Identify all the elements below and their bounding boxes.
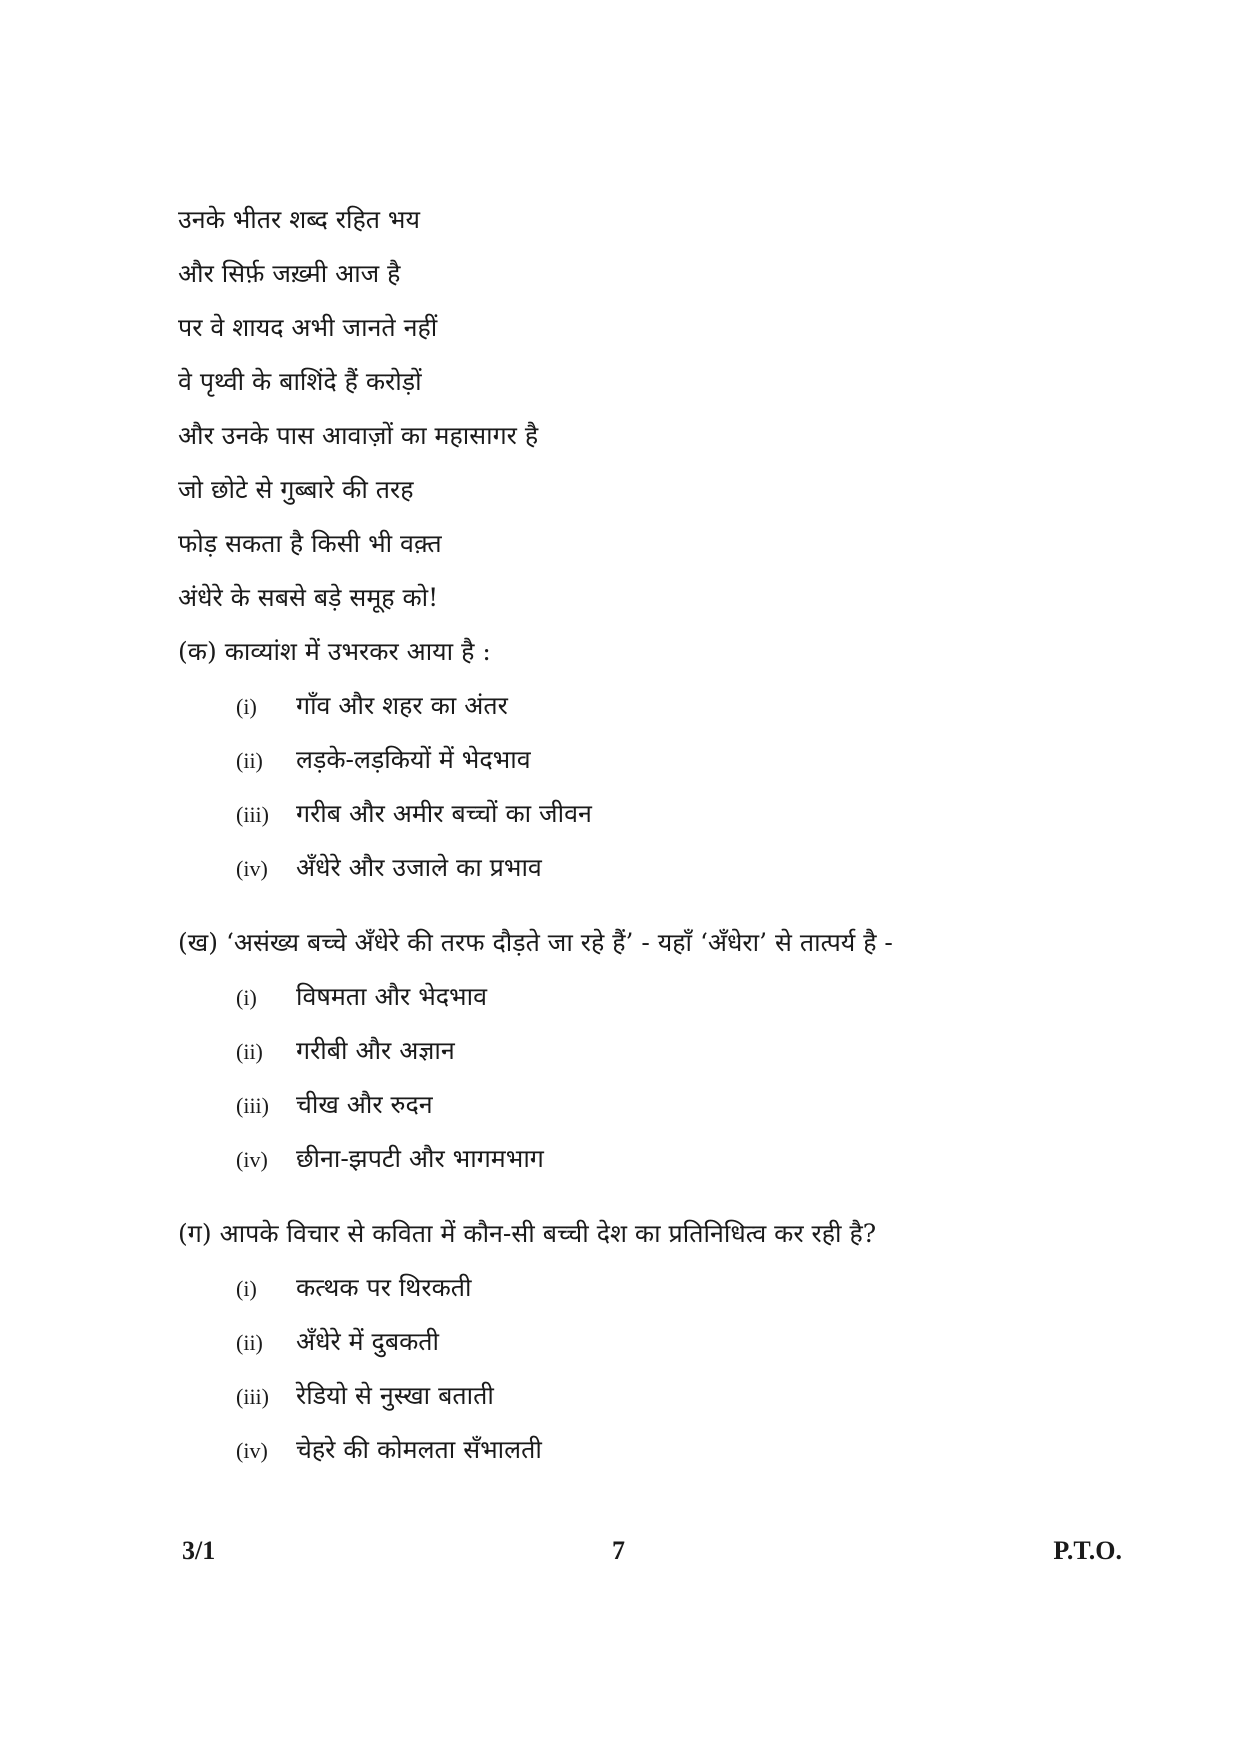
option-text: गाँव और शहर का अंतर (296, 691, 508, 720)
option-item (236, 743, 531, 778)
poem-line: अंधेरे के सबसे बड़े समूह को! (178, 583, 439, 612)
option-text: गरीब और अमीर बच्चों का जीवन (296, 799, 592, 828)
option-number: (iii) (236, 1093, 269, 1118)
paper-code: 3/1 (182, 1536, 216, 1565)
option-item (236, 1379, 494, 1414)
page-number: 7 (612, 1536, 625, 1565)
poem-line: और सिर्फ़ जख़्मी आज है (178, 259, 401, 288)
option-item (236, 797, 592, 832)
option-text: अँधेरे में दुबकती (296, 1327, 440, 1356)
option-item (236, 1271, 472, 1306)
option-text: गरीबी और अज्ञान (296, 1036, 455, 1065)
option-item (236, 980, 487, 1015)
option-text: रेडियो से नुस्खा बताती (296, 1381, 494, 1410)
option-text: कत्थक पर थिरकती (296, 1273, 472, 1302)
option-item (236, 1142, 544, 1177)
question-text: काव्यांश में उभरकर आया है : (224, 637, 491, 666)
question-text: ‘असंख्य बच्चे अँधेरे की तरफ दौड़ते जा रहे हैं’ - यहाँ ‘अँधेरा’ से तात्पर्य है - (225, 928, 893, 957)
option-item (236, 1034, 455, 1069)
option-number: (ii) (236, 748, 263, 773)
option-item (236, 1433, 542, 1468)
option-text: छीना-झपटी और भागमभाग (296, 1144, 544, 1173)
poem-line: वे पृथ्वी के बाशिंदे हैं करोड़ों (178, 367, 422, 396)
poem-line: उनके भीतर शब्द रहित भय (178, 205, 420, 234)
option-text: अँधेरे और उजाले का प्रभाव (296, 853, 542, 882)
option-number: (iv) (236, 856, 268, 881)
question-label: (क) (178, 637, 217, 666)
question-kha (178, 926, 893, 960)
poem-line: पर वे शायद अभी जानते नहीं (178, 313, 438, 342)
option-item (236, 851, 542, 886)
option-item (236, 1325, 439, 1360)
option-item (236, 1088, 433, 1123)
option-number: (iii) (236, 1384, 269, 1409)
question-ga (178, 1217, 876, 1251)
option-number: (i) (236, 985, 257, 1010)
option-text: लड़के-लड़कियों में भेदभाव (296, 745, 531, 774)
option-item (236, 689, 508, 724)
option-number: (iv) (236, 1147, 268, 1172)
poem-line: और उनके पास आवाज़ों का महासागर है (178, 421, 539, 450)
poem-line: फोड़ सकता है किसी भी वक़्त (178, 529, 442, 558)
option-text: विषमता और भेदभाव (296, 982, 487, 1011)
question-ka (178, 635, 491, 669)
option-number: (ii) (236, 1039, 263, 1064)
poem-line: जो छोटे से गुब्बारे की तरह (178, 475, 414, 504)
option-number: (iii) (236, 802, 269, 827)
option-number: (i) (236, 694, 257, 719)
option-number: (iv) (236, 1438, 268, 1463)
option-text: चीख और रुदन (296, 1090, 433, 1119)
option-number: (ii) (236, 1330, 263, 1355)
question-label: (ख) (178, 928, 218, 957)
option-text: चेहरे की कोमलता सँभालती (296, 1435, 542, 1464)
question-label: (ग) (178, 1219, 212, 1248)
question-text: आपके विचार से कविता में कौन-सी बच्ची देश का प्रतिनिधित्व कर रही है? (219, 1219, 877, 1248)
pto-label: P.T.O. (1053, 1536, 1122, 1565)
option-number: (i) (236, 1276, 257, 1301)
